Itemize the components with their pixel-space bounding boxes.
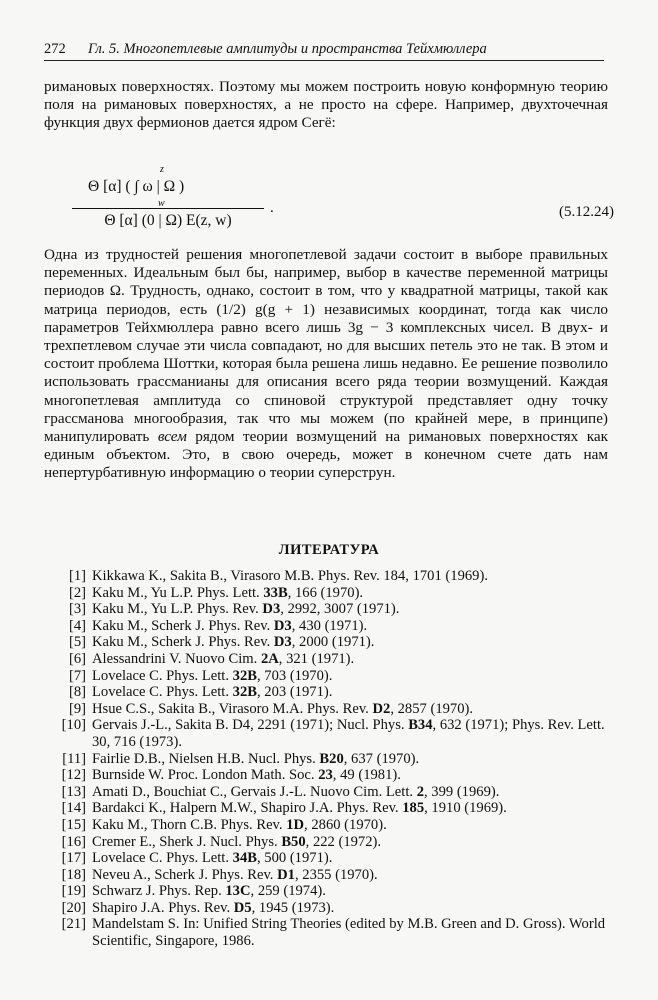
reference-item	[44, 668, 618, 685]
reference-citation: Kaku M., Scherk J. Phys. Rev.	[92, 617, 271, 634]
reference-volume: D5	[233, 899, 252, 916]
reference-number: [6]	[68, 650, 86, 667]
reference-text	[92, 817, 618, 834]
reference-number: [11]	[62, 750, 86, 767]
reference-number: [12]	[61, 767, 86, 784]
reference-citation: Neveu A., Scherk J. Phys. Rev.	[92, 866, 274, 883]
paragraph-1: римановых поверхностях. Поэтому мы можем построить новую конформную теорию поля на римановых поверхностях, а не просто на сфере. Например, двухточечная функция двух фермионов дается ядром Сегё:	[44, 78, 608, 132]
reference-volume: 1D	[286, 816, 305, 833]
numerator-text: Θ [α] ( ∫ ω | Ω )	[88, 178, 185, 195]
formula-period: .	[270, 200, 274, 216]
page-number: 272	[44, 41, 66, 57]
reference-text	[92, 651, 618, 668]
reference-pages: , 49 (1981).	[332, 767, 401, 784]
reference-volume: 185	[402, 800, 425, 817]
reference-item	[44, 684, 618, 701]
reference-item	[44, 817, 618, 834]
reference-pages: , 2860 (1970).	[304, 816, 387, 833]
reference-citation: Shapiro J.A. Phys. Rev.	[92, 899, 231, 916]
reference-citation: Burnside W. Proc. London Math. Soc.	[92, 767, 315, 784]
reference-number: [17]	[61, 850, 86, 867]
paragraph-2-text-a: Одна из трудностей решения многопетлевой задачи состоит в выборе правильных переменных. Идеальным был бы, например, выбор в качестве переменной матрицы периодов Ω. Трудность, однако, состоит в том, что у квадратной матрицы, такой как матрица периодов, есть (1/2) g(g + 1) независимых координат, тогда как число параметров Тейхмюллера равно всего лишь 3g − 3 комплексных чисел. В двух- и трехпетлевом случае эти числа совпадают, но для высших петель это не так. В этом и состоит проблема Шоттки, которая была решена лишь недавно. Ее решение позволило использовать грассманианы для описания всего ряда теории возмущений. Каждая многопетлевая амплитуда со спиновой структурой представляет одну точку грассманова многообразия, так что мы можем (по крайней мере, в принципе) манипулировать	[44, 246, 608, 446]
page-header	[44, 40, 624, 58]
reference-number: [2]	[68, 584, 86, 601]
reference-volume: 23	[318, 767, 333, 784]
reference-volume: D1	[277, 866, 295, 883]
paragraph-2	[44, 246, 608, 483]
reference-item	[44, 634, 618, 651]
reference-number: [20]	[61, 899, 86, 916]
reference-item	[44, 767, 618, 784]
reference-item	[44, 568, 618, 585]
references-list	[44, 568, 618, 950]
reference-volume: 32B	[232, 667, 257, 684]
reference-pages: , 2857 (1970).	[390, 700, 474, 717]
integral-lower-limit: w	[158, 198, 165, 209]
reference-text	[92, 568, 618, 585]
reference-pages: , 259 (1974).	[250, 883, 326, 900]
paragraph-2-text-b: рядом теории возмущений на римановых поверхностях как единым объектом. Это, в свою очередь, может в конечном счете дать нам непертурбативную информацию о теории суперструн.	[44, 428, 608, 482]
reference-citation: Bardakci K., Halpern M.W., Shapiro J.A. Phys. Rev.	[92, 800, 399, 817]
reference-volume: 2A	[260, 650, 279, 667]
reference-text	[92, 767, 618, 784]
reference-volume: D3	[262, 601, 281, 618]
reference-pages: , 632 (1971); Phys. Rev. Lett. 30, 716 (1973).	[92, 717, 605, 750]
reference-item	[44, 784, 618, 801]
reference-citation: Kaku M., Yu L.P. Phys. Rev.	[92, 601, 259, 618]
reference-citation: Lovelace C. Phys. Lett.	[92, 667, 229, 684]
reference-number: [13]	[61, 783, 86, 800]
reference-number: [5]	[68, 634, 86, 651]
reference-item	[44, 867, 618, 884]
reference-volume: B50	[281, 833, 306, 850]
fraction	[68, 164, 268, 230]
reference-item	[44, 701, 618, 718]
reference-number: [9]	[68, 700, 86, 717]
reference-volume: B34	[408, 717, 433, 734]
reference-volume: D2	[372, 700, 391, 717]
reference-text	[92, 800, 618, 817]
reference-citation: Fairlie D.B., Nielsen H.B. Nucl. Phys.	[92, 750, 316, 767]
reference-text	[92, 850, 618, 867]
reference-number: [19]	[61, 883, 86, 900]
header-rule	[44, 60, 604, 61]
reference-number: [16]	[61, 833, 86, 850]
reference-pages: , 2355 (1970).	[294, 866, 378, 883]
reference-text	[92, 601, 618, 618]
reference-text	[92, 751, 618, 768]
reference-pages: , 166 (1970).	[287, 584, 364, 601]
reference-pages: , 430 (1971).	[291, 617, 368, 634]
reference-volume: 2	[416, 783, 424, 800]
reference-item	[44, 800, 618, 817]
reference-pages: , 399 (1969).	[423, 783, 500, 800]
reference-text	[92, 668, 618, 685]
reference-text	[92, 900, 618, 917]
reference-number: [1]	[68, 568, 86, 584]
reference-citation: Kaku M., Scherk J. Phys. Rev.	[92, 634, 271, 651]
reference-citation: Alessandrini V. Nuovo Cim.	[92, 650, 258, 667]
reference-item	[44, 883, 618, 900]
reference-text	[92, 834, 618, 851]
reference-pages: , 1945 (1973).	[251, 899, 335, 916]
reference-citation: Kaku M., Yu L.P. Phys. Lett.	[92, 584, 260, 601]
reference-text	[92, 867, 618, 884]
reference-item	[44, 751, 618, 768]
reference-text	[92, 717, 618, 750]
reference-citation: Kikkawa K., Sakita B., Virasoro M.B. Phys. Rev. 184, 1701 (1969).	[92, 568, 488, 584]
reference-item	[44, 618, 618, 635]
reference-item	[44, 850, 618, 867]
reference-number: [18]	[61, 866, 86, 883]
reference-pages: , 637 (1970).	[343, 750, 420, 767]
references-title: ЛИТЕРАТУРА	[278, 542, 380, 558]
reference-text	[92, 701, 618, 718]
reference-item	[44, 834, 618, 851]
reference-text	[92, 916, 618, 949]
reference-number: [8]	[68, 684, 86, 701]
reference-item	[44, 601, 618, 618]
reference-number: [21]	[61, 916, 86, 933]
reference-pages: , 321 (1971).	[278, 650, 355, 667]
reference-number: [10]	[61, 717, 86, 734]
reference-item	[44, 585, 618, 602]
reference-citation: Hsue C.S., Sakita B., Virasoro M.A. Phys. Rev.	[92, 700, 369, 717]
reference-volume: D3	[273, 617, 292, 634]
reference-text	[92, 883, 618, 900]
reference-citation: Gervais J.-L., Sakita B. D4, 2291 (1971); Nucl. Phys.	[92, 717, 405, 734]
equation-number: (5.12.24)	[559, 204, 614, 220]
reference-volume: 34B	[232, 850, 257, 867]
reference-number: [4]	[68, 617, 86, 634]
reference-pages: , 203 (1971).	[256, 684, 333, 701]
reference-citation: Schwarz J. Phys. Rep.	[92, 883, 222, 900]
reference-volume: 13C	[225, 883, 251, 900]
integral-upper-limit: z	[160, 164, 164, 175]
reference-volume: B20	[319, 750, 344, 767]
reference-number: [7]	[68, 667, 86, 684]
reference-volume: 32B	[232, 684, 257, 701]
fraction-denominator: Θ [α] (0 | Ω) E(z, w)	[104, 212, 232, 229]
fraction-numerator	[68, 164, 268, 208]
running-head: Гл. 5. Многопетлевые амплитуды и пространства Тейхмюллера	[88, 41, 487, 57]
reference-number: [14]	[61, 800, 86, 817]
reference-text	[92, 618, 618, 635]
reference-text	[92, 684, 618, 701]
reference-number: [3]	[68, 601, 86, 618]
reference-volume: 33B	[263, 584, 288, 601]
paragraph-2-emphasis: всем	[157, 428, 187, 446]
reference-citation: Amati D., Bouchiat C., Gervais J.-L. Nuovo Cim. Lett.	[92, 783, 414, 800]
reference-volume: D3	[273, 634, 292, 651]
reference-pages: , 1910 (1969).	[424, 800, 507, 817]
reference-text	[92, 585, 618, 602]
reference-pages: , 500 (1971).	[256, 850, 333, 867]
reference-citation: Cremer E., Sherk J. Nucl. Phys.	[92, 833, 278, 850]
reference-text	[92, 784, 618, 801]
reference-pages: , 222 (1972).	[305, 833, 382, 850]
reference-pages: , 2992, 3007 (1971).	[280, 601, 400, 618]
reference-number: [15]	[61, 816, 86, 833]
reference-pages: , 2000 (1971).	[291, 634, 375, 651]
reference-item	[44, 717, 618, 750]
reference-citation: Lovelace C. Phys. Lett.	[92, 850, 229, 867]
reference-item	[44, 916, 618, 949]
reference-citation: Mandelstam S. In: Unified String Theories (edited by M.B. Green and D. Gross). World Scientific, Singapore, 1986.	[92, 916, 606, 950]
reference-item	[44, 900, 618, 917]
reference-pages: , 703 (1970).	[256, 667, 333, 684]
reference-citation: Lovelace C. Phys. Lett.	[92, 684, 229, 701]
reference-citation: Kaku M., Thorn C.B. Phys. Rev.	[92, 816, 283, 833]
formula-5-12-24	[44, 162, 614, 234]
reference-text	[92, 634, 618, 651]
reference-item	[44, 651, 618, 668]
